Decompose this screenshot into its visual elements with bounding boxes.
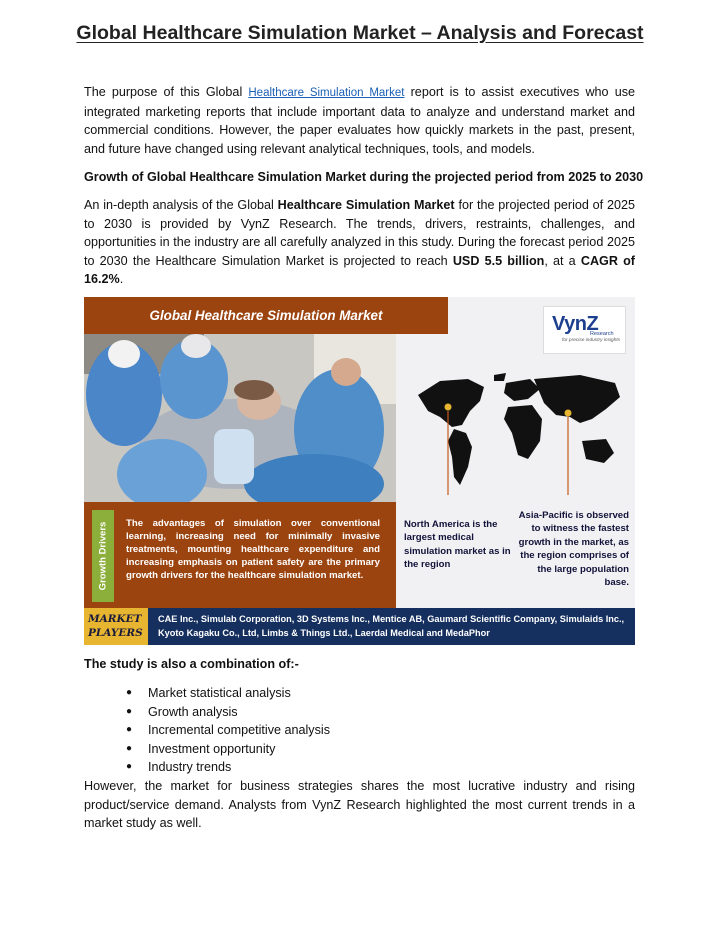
intro-paragraph: The purpose of this Global Healthcare Simulation Market report is to assist executives who use integrated marketing reports that include important data to analyze and understand market and commercial conditions. However, the paper evaluates how quickly markets in the past, present, and future have changed using relevant analytical techniques, tools, and models. xyxy=(84,85,635,156)
players-label-line1: MARKET xyxy=(88,613,142,625)
asia-pacific-callout: Asia-Pacific is observed to witness the fastest growth in the market, as the region comprises of the large population base. xyxy=(518,510,629,589)
study-list xyxy=(84,684,635,777)
list-item: ● Investment opportunity xyxy=(84,740,635,759)
growth-drivers-text: The advantages of simulation over conventional learning, increasing need for minimally invasive treatments, mounting healthcare expenditure and increasing emphasis on patient safety are the primary growth drivers for the healthcare simulation market. xyxy=(126,518,380,581)
market-report-link[interactable]: Healthcare Simulation Market xyxy=(248,87,405,99)
list-item: ● Incremental competitive analysis xyxy=(84,721,635,740)
infographic-title: Global Healthcare Simulation Market xyxy=(149,308,383,323)
north-america-callout: North America is the largest medical simulation market as in the region xyxy=(404,519,511,571)
list-item: ● Industry trends xyxy=(84,758,635,777)
analysis-paragraph: An in-depth analysis of the Global Healthcare Simulation Market for the projected period of 2025 to 2030 is provided by VynZ Research. The trends, drivers, restraints, challenges, and opportunities in the industry are all carefully analyzed in this study. During the forecast period 2025 to 2030 the Healthcare Simulation Market is projected to reach USD 5.5 billion, at a CAGR of 16.2%. xyxy=(84,198,635,287)
logo-research: Research xyxy=(590,331,614,337)
players-label-line2: PLAYERS xyxy=(88,627,143,639)
study-heading: The study is also a combination of:- xyxy=(84,657,299,671)
logo-wordmark: VynZ xyxy=(552,313,599,335)
logo-tagline: for precise industry insights xyxy=(562,338,621,343)
medical-simulation-photo xyxy=(84,334,396,502)
page-title: Global Healthcare Simulation Market – Analysis and Forecast xyxy=(76,22,644,44)
world-map xyxy=(410,367,635,497)
market-players-label xyxy=(84,608,148,645)
growth-drivers-label: Growth Drivers xyxy=(97,521,109,591)
growth-heading: Growth of Global Healthcare Simulation Market during the projected period from 2025 to 2030 xyxy=(84,170,644,184)
vynz-logo xyxy=(543,306,626,354)
closing-paragraph: However, the market for business strategies shares the most lucrative industry and rising product/service demand. Analysts from VynZ Research highlighted the most current trends in a market study as well. xyxy=(84,779,635,831)
list-item: ● Market statistical analysis xyxy=(84,684,635,703)
market-players-list: CAE Inc., Simulab Corporation, 3D Systems Inc., Mentice AB, Gaumard Scientific Company, Simulaids Inc., Kyoto Kagaku Co., Ltd, Limbs & Things Ltd., Laerdal Medical and MedaPhor xyxy=(158,614,625,638)
list-item: ● Growth analysis xyxy=(84,703,635,722)
market-infographic xyxy=(84,297,635,645)
